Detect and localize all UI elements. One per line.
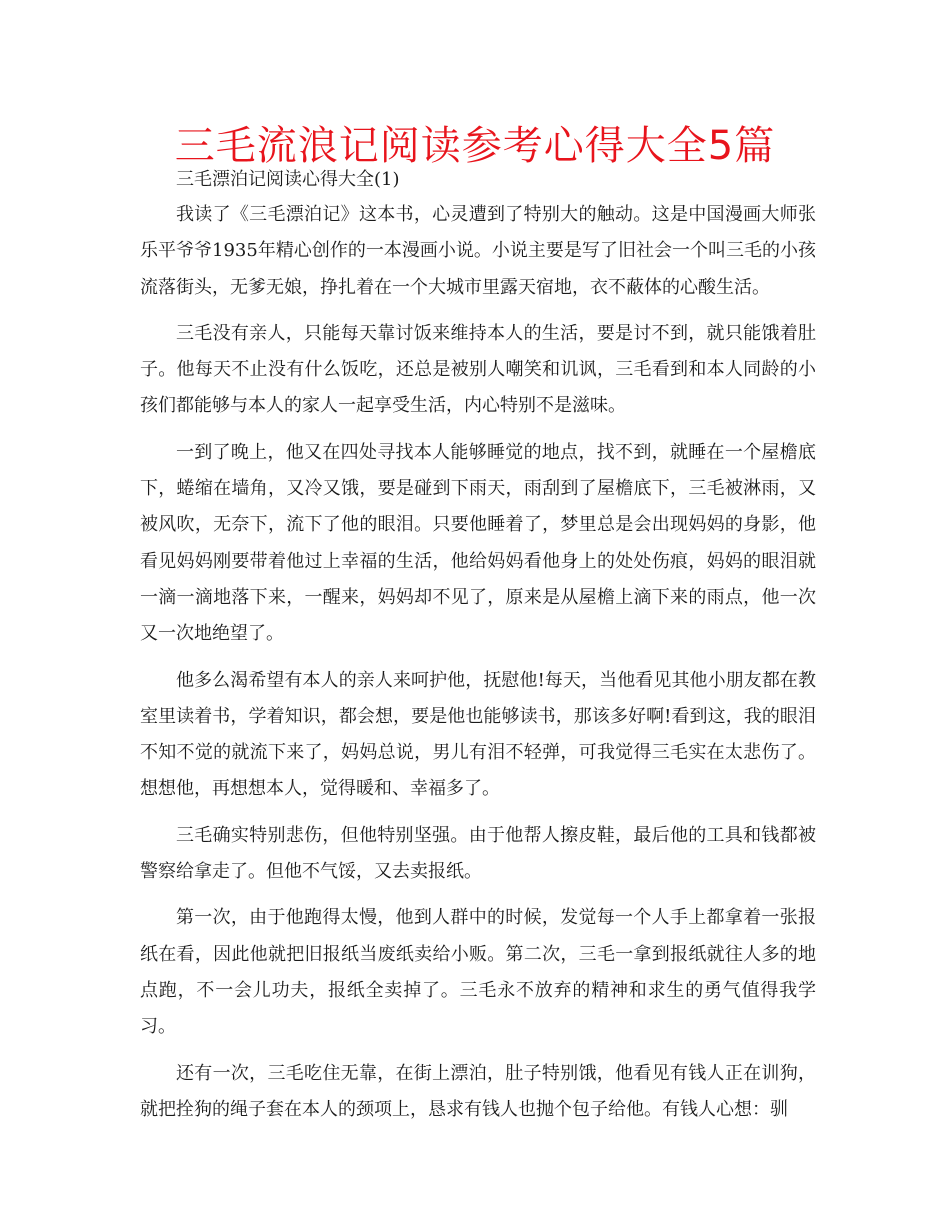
paragraph-1: 我读了《三毛漂泊记》这本书，心灵遭到了特别大的触动。这是中国漫画大师张乐平爷爷1935年精心创作的一本漫画小说。小说主要是写了旧社会一个叫三毛的小孩流落街头，无爹无娘，挣扎着在一个大城市里露天宿地，衣不蔽体的心酸生活。 [140, 204, 816, 298]
paragraph-7: 还有一次，三毛吃住无靠，在街上漂泊，肚子特别饿，他看见有钱人正在训狗，就把拴狗的绳子套在本人的颈项上，恳求有钱人也抛个包子给他。有钱人心想：驯 [140, 1062, 816, 1120]
paragraph-4: 他多么渴希望有本人的亲人来呵护他，抚慰他!每天，当他看见其他小朋友都在教室里读着书，学着知识，都会想，要是他也能够读书，那该多好啊!看到这，我的眼泪不知不觉的就流下来了，妈妈总说，男儿有泪不轻弹，可我觉得三毛实在太悲伤了。想想他，再想想本人，觉得暖和、幸福多了。 [140, 669, 816, 800]
document-title: 三毛流浪记阅读参考心得大全5篇 [174, 123, 776, 169]
document-body [140, 166, 816, 1138]
section-subtitle: 三毛漂泊记阅读心得大全(1) [176, 169, 400, 190]
paragraph-2: 三毛没有亲人，只能每天靠讨饭来维持本人的生活，要是讨不到，就只能饿着肚子。他每天不止没有什么饭吃，还总是被别人嘲笑和讥讽，三毛看到和本人同龄的小孩们都能够与本人的家人一起享受生活，内心特别不是滋味。 [140, 322, 816, 417]
paragraph-6: 第一次，由于他跑得太慢，他到人群中的时候，发觉每一个人手上都拿着一张报纸在看，因此他就把旧报纸当废纸卖给小贩。第二次，三毛一拿到报纸就往人多的地点跑，不一会儿功夫，报纸全卖掉了。三毛永不放弃的精神和求生的勇气值得我学习。 [140, 907, 816, 1038]
paragraph-5: 三毛确实特别悲伤，但他特别坚强。由于他帮人擦皮鞋，最后他的工具和钱都被警察给拿走了。但他不气馁，又去卖报纸。 [140, 824, 816, 883]
paragraph-3: 一到了晚上，他又在四处寻找本人能够睡觉的地点，找不到，就睡在一个屋檐底下，蜷缩在墙角，又冷又饿，要是碰到下雨天，雨刮到了屋檐底下，三毛被淋雨，又被风吹，无奈下，流下了他的眼泪。只要他睡着了，梦里总是会出现妈妈的身影，他看见妈妈刚要带着他过上幸福的生活，他给妈妈看他身上的处处伤痕，妈妈的眼泪就一滴一滴地落下来，一醒来，妈妈却不见了，原来是从屋檐上滴下来的雨点，他一次又一次地绝望了。 [140, 441, 816, 645]
